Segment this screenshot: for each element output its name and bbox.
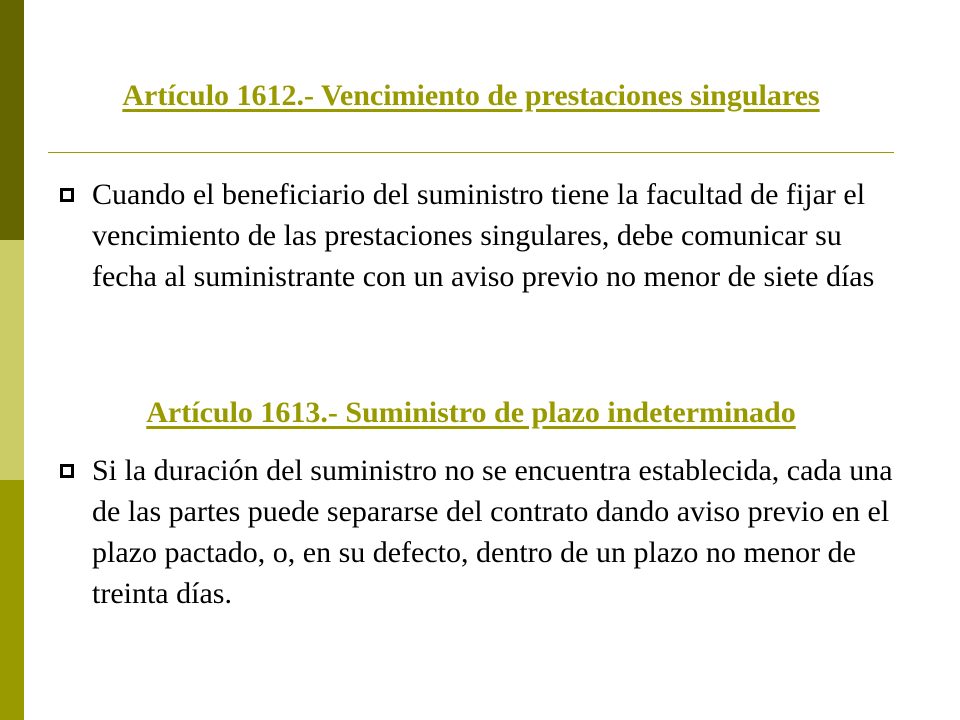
sidebar-accent-bar: [0, 0, 24, 720]
article-1613-bullet-text: Si la duración del suministro no se encuentra establecida, cada una de las partes puede separarse del contrato dando aviso previo en el plazo pactado, o, en su defecto, dentro de un plazo no menor de treinta días.: [92, 454, 893, 610]
square-bullet-icon: [60, 464, 74, 478]
square-bullet-icon: [60, 188, 74, 202]
article-1612-heading: Artículo 1612.- Vencimiento de prestaciones singulares: [122, 79, 820, 112]
article-1612-bullet-text: Cuando el beneficiario del suministro tiene la facultad de fijar el vencimiento de las prestaciones singulares, debe comunicar su fecha al suministrante con un aviso previo no menor de siete días: [92, 178, 875, 293]
sidebar-segment-dark: [0, 0, 24, 240]
sidebar-segment-mid: [0, 480, 24, 720]
article-1613-heading: Artículo 1613.- Suministro de plazo indeterminado: [146, 396, 796, 429]
sidebar-segment-light: [0, 240, 24, 480]
heading-underline-rule: [48, 152, 894, 153]
